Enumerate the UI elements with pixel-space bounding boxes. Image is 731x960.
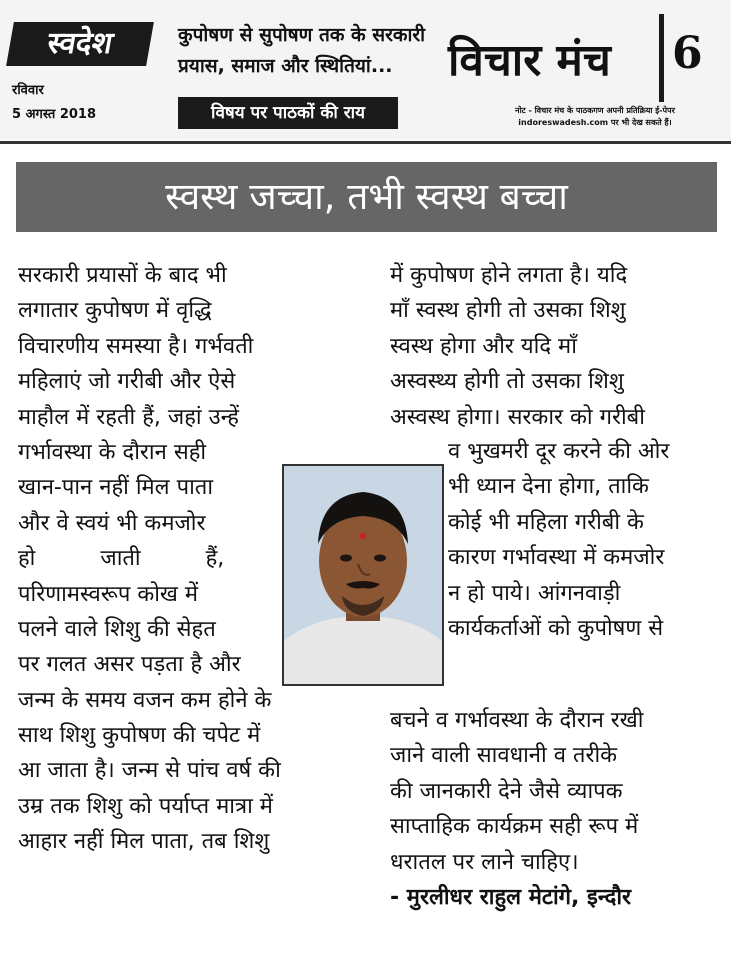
text-line: माहौल में रहती हैं, जहां उन्हें xyxy=(18,404,239,430)
issue-day: रविवार xyxy=(12,83,44,98)
section-title: विचार मंच xyxy=(448,35,611,86)
newspaper-logo: स्वदेश xyxy=(6,22,154,66)
text-line: हो जाती हैं, xyxy=(18,546,225,572)
masthead xyxy=(0,0,731,140)
text-line: खान-पान नहीं मिल पाता xyxy=(18,475,214,501)
tagline-line-2: प्रयास, समाज और स्थितियां... xyxy=(178,55,393,77)
tagline-line-1: कुपोषण से सुपोषण तक के सरकारी xyxy=(178,24,426,46)
text-line: आहार नहीं मिल पाता, तब शिशु xyxy=(18,829,270,855)
text-line: भी ध्यान देना होगा, ताकि xyxy=(448,474,649,500)
text-line: गर्भावस्था के दौरान सही xyxy=(18,439,207,465)
page-number: 6 xyxy=(672,28,703,79)
text-line: व भुखमरी दूर करने की ओर xyxy=(448,439,670,464)
reader-note: नोट - विचार मंच के पाठकगण अपनी प्रतिक्रिया ई-पेपर indoreswadesh.com पर भी देख सकते हैं। xyxy=(515,106,675,127)
text-line: उम्र तक शिशु को पर्याप्त मात्रा में xyxy=(18,793,273,819)
text-line: महिलाएं जो गरीबी और ऐसे xyxy=(18,369,236,395)
text-line: की जानकारी देने जैसे व्यापक xyxy=(390,778,623,804)
section-divider xyxy=(659,14,664,102)
text-line: जाने वाली सावधानी व तरीके xyxy=(390,743,618,769)
text-line: और वे स्वयं भी कमजोर xyxy=(18,510,206,536)
issue-date: 5 अगस्त 2018 xyxy=(12,107,96,122)
tagline xyxy=(178,20,428,82)
article-left-column xyxy=(18,258,281,860)
text-line: पर गलत असर पड़ता है और xyxy=(18,652,241,678)
article-right-column-beside-photo xyxy=(448,434,669,646)
article-headline: स्वस्थ जच्चा, तभी स्वस्थ बच्चा xyxy=(16,162,717,232)
author-portrait-illustration xyxy=(284,466,442,684)
text-line: कारण गर्भावस्था में कमजोर xyxy=(448,545,665,571)
text-line: बचने व गर्भावस्था के दौरान रखी xyxy=(390,708,644,733)
text-line: न हो पाये। आंगनवाड़ी xyxy=(448,580,621,606)
text-line: अस्वस्थ होगा। सरकार को गरीबी xyxy=(390,404,645,430)
text-line: धरातल पर लाने चाहिए। xyxy=(390,849,579,875)
article-right-column-top xyxy=(390,258,645,435)
text-line: आ जाता है। जन्म से पांच वर्ष की xyxy=(18,758,281,784)
text-line: पलने वाले शिशु की सेहत xyxy=(18,616,216,642)
text-line: कोई भी महिला गरीबी के xyxy=(448,509,644,535)
text-line: माँ स्वस्थ होगी तो उसका शिशु xyxy=(390,298,626,324)
text-line: जन्म के समय वजन कम होने के xyxy=(18,687,272,713)
text-line: कार्यकर्ताओं को कुपोषण से xyxy=(448,615,664,641)
text-line: सरकारी प्रयासों के बाद भी xyxy=(18,263,227,288)
text-line: विचारणीय समस्या है। गर्भवती xyxy=(18,333,254,359)
author-photo xyxy=(282,464,444,686)
header-rule xyxy=(0,141,731,144)
text-line: साथ शिशु कुपोषण की चपेट में xyxy=(18,723,261,749)
text-line: लगातार कुपोषण में वृद्धि xyxy=(18,298,212,324)
text-line: में कुपोषण होने लगता है। यदि xyxy=(390,263,628,288)
text-line: अस्वस्थ्य होगी तो उसका शिशु xyxy=(390,369,624,395)
topic-label: विषय पर पाठकों की राय xyxy=(178,97,398,129)
byline: - मुरलीधर राहुल मेटांगे, इन्दौर xyxy=(390,884,632,910)
text-line: स्वस्थ होगा और यदि माँ xyxy=(390,333,577,359)
text-line: परिणामस्वरूप कोख में xyxy=(18,581,199,607)
text-line: साप्ताहिक कार्यक्रम सही रूप में xyxy=(390,814,639,840)
article-right-column-bottom xyxy=(390,703,643,915)
